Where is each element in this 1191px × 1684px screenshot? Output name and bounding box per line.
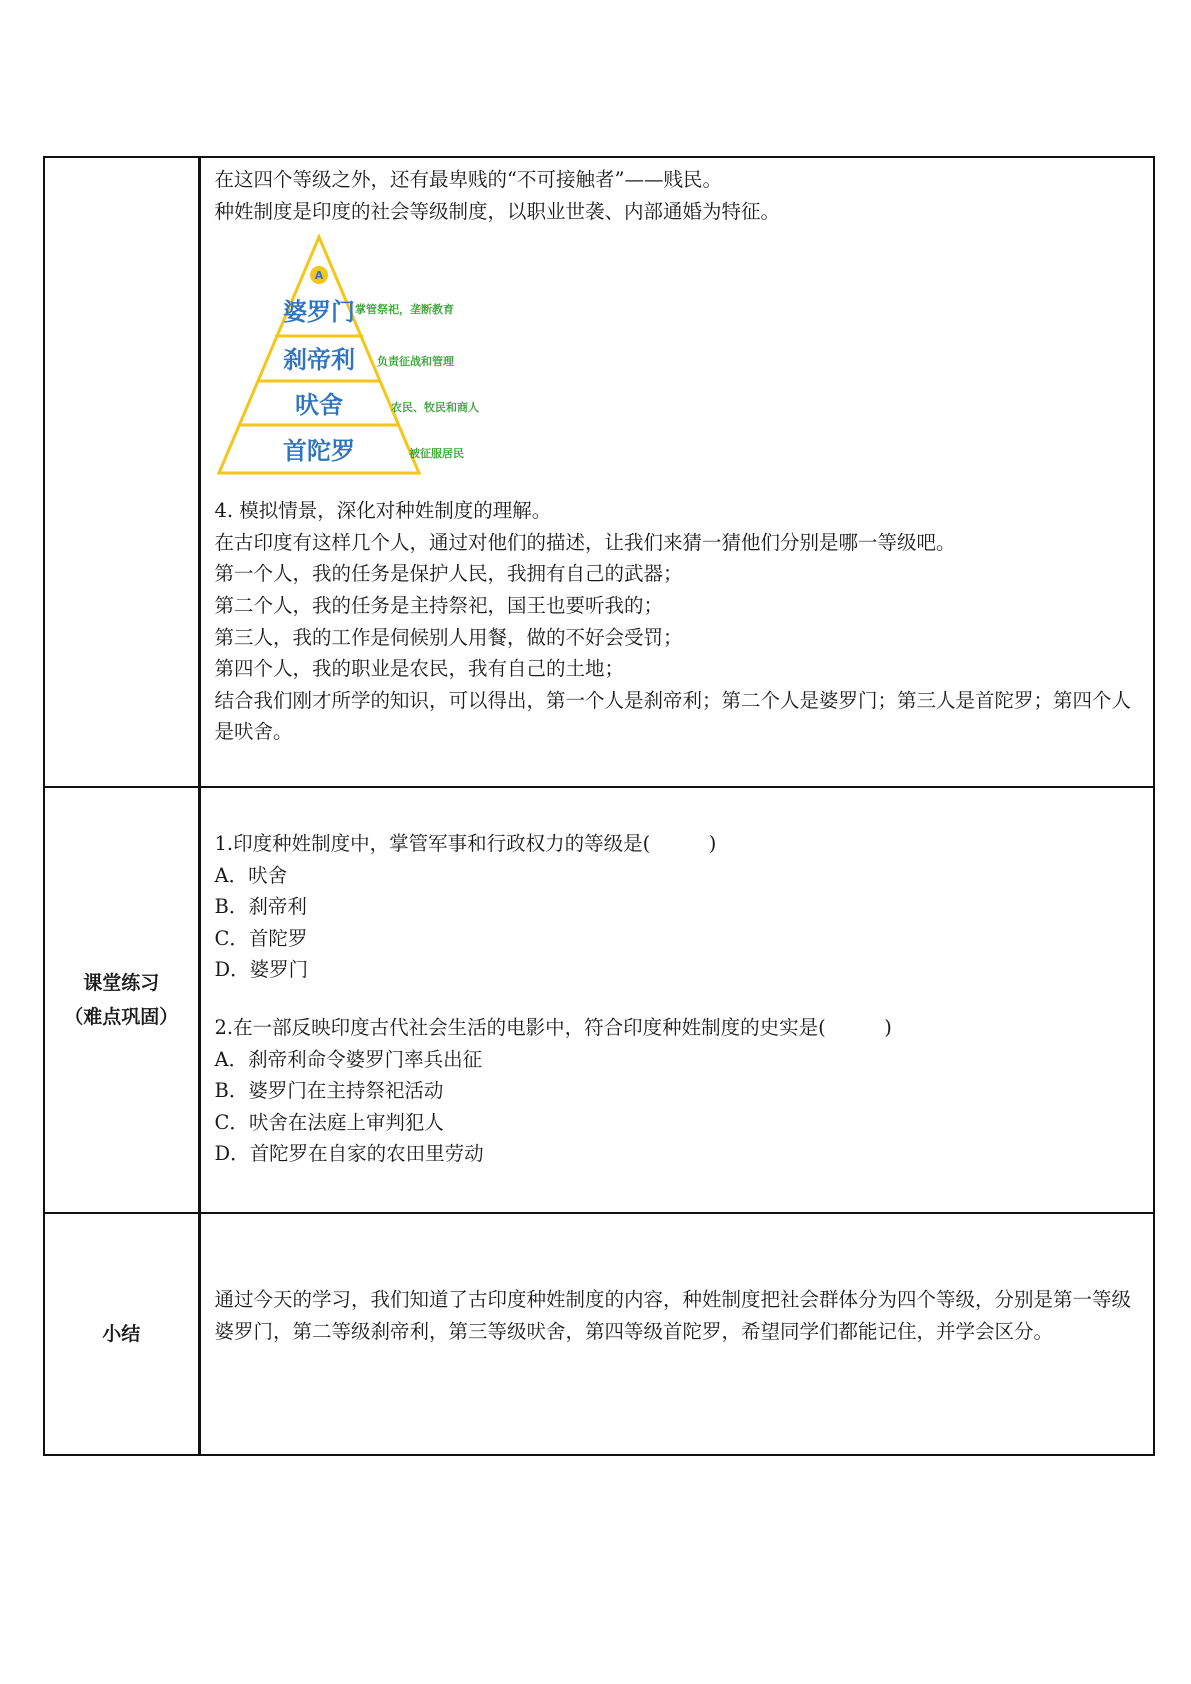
caste-pyramid-figure xyxy=(215,233,495,483)
content-cell xyxy=(199,787,1154,1213)
question-stem: 1.印度种姓制度中，掌管军事和行政权力的等级是( ) xyxy=(214,832,717,855)
question-option: C．吠舍在法庭上审判犯人 xyxy=(214,1110,444,1134)
table-row xyxy=(44,1213,1154,1455)
content-cell xyxy=(199,1213,1154,1455)
tier-name: 婆罗门 xyxy=(282,298,355,327)
text-line: 在古印度有这样几个人，通过对他们的描述，让我们来猜一猜他们分别是哪一等级吧。 xyxy=(214,530,956,554)
content-cell xyxy=(199,157,1154,787)
lesson-table xyxy=(43,156,1155,1456)
row-label-line: （难点巩固） xyxy=(64,1006,179,1028)
tier-desc: 农民、牧民和商人 xyxy=(390,401,479,415)
table-row xyxy=(44,787,1154,1213)
text-line: 第一个人，我的任务是保护人民，我拥有自己的武器； xyxy=(214,562,683,586)
caste-pyramid-svg xyxy=(215,233,495,483)
question-option: A．刹帝利命令婆罗门率兵出征 xyxy=(214,1047,483,1071)
question-option: D．首陀罗在自家的农田里劳动 xyxy=(214,1142,484,1166)
question-option: B．婆罗门在主持祭祀活动 xyxy=(214,1079,444,1103)
question-option: C．首陀罗 xyxy=(214,926,308,950)
text-line: 种姓制度是印度的社会等级制度，以职业世袭、内部通婚为特征。 xyxy=(214,199,781,223)
tier-desc: 被征服居民 xyxy=(408,447,464,461)
table-row xyxy=(44,157,1154,787)
question-option: A．吠舍 xyxy=(214,863,288,887)
svg-text:A: A xyxy=(314,269,323,283)
question-option: B．刹帝利 xyxy=(214,895,307,919)
summary-text: 通过今天的学习，我们知道了古印度种姓制度的内容，种姓制度把社会群体分为四个等级，分别是第一等级婆罗门，第二等级刹帝利，第三等级吠舍，第四等级首陀罗，希望同学们都能记住，并学会区分。 xyxy=(214,1288,1132,1343)
text-line: 第三人，我的工作是伺候别人用餐，做的不好会受罚； xyxy=(214,625,683,649)
row-label-summary: 小结 xyxy=(44,1213,199,1455)
tier-name: 吠舍 xyxy=(294,391,343,420)
text-line: 4. 模拟情景，深化对种姓制度的理解。 xyxy=(214,499,552,523)
row-label-practice xyxy=(44,787,199,1213)
tier-desc: 掌管祭祀，垄断教育 xyxy=(354,303,454,317)
tier-desc: 负责征战和管理 xyxy=(376,355,454,369)
question-option: D．婆罗门 xyxy=(214,958,309,982)
text-line: 第二个人，我的任务是主持祭祀，国王也要听我的； xyxy=(214,593,664,617)
tier-name: 首陀罗 xyxy=(282,437,355,466)
text-line: 结合我们刚才所学的知识，可以得出，第一个人是刹帝利；第二个人是婆罗门；第三人是首陀罗；第四个人是吠舍。 xyxy=(214,688,1132,744)
row-label-line: 课堂练习 xyxy=(83,972,160,994)
question-stem: 2.在一部反映印度古代社会生活的电影中，符合印度种姓制度的史实是( ) xyxy=(214,1015,892,1039)
text-line: 在这四个等级之外，还有最卑贱的“不可接触者”——贱民。 xyxy=(214,168,722,191)
tier-name: 刹帝利 xyxy=(282,346,355,375)
text-line: 第四个人，我的职业是农民，我有自己的土地； xyxy=(214,657,625,681)
row-label-empty xyxy=(44,157,199,787)
